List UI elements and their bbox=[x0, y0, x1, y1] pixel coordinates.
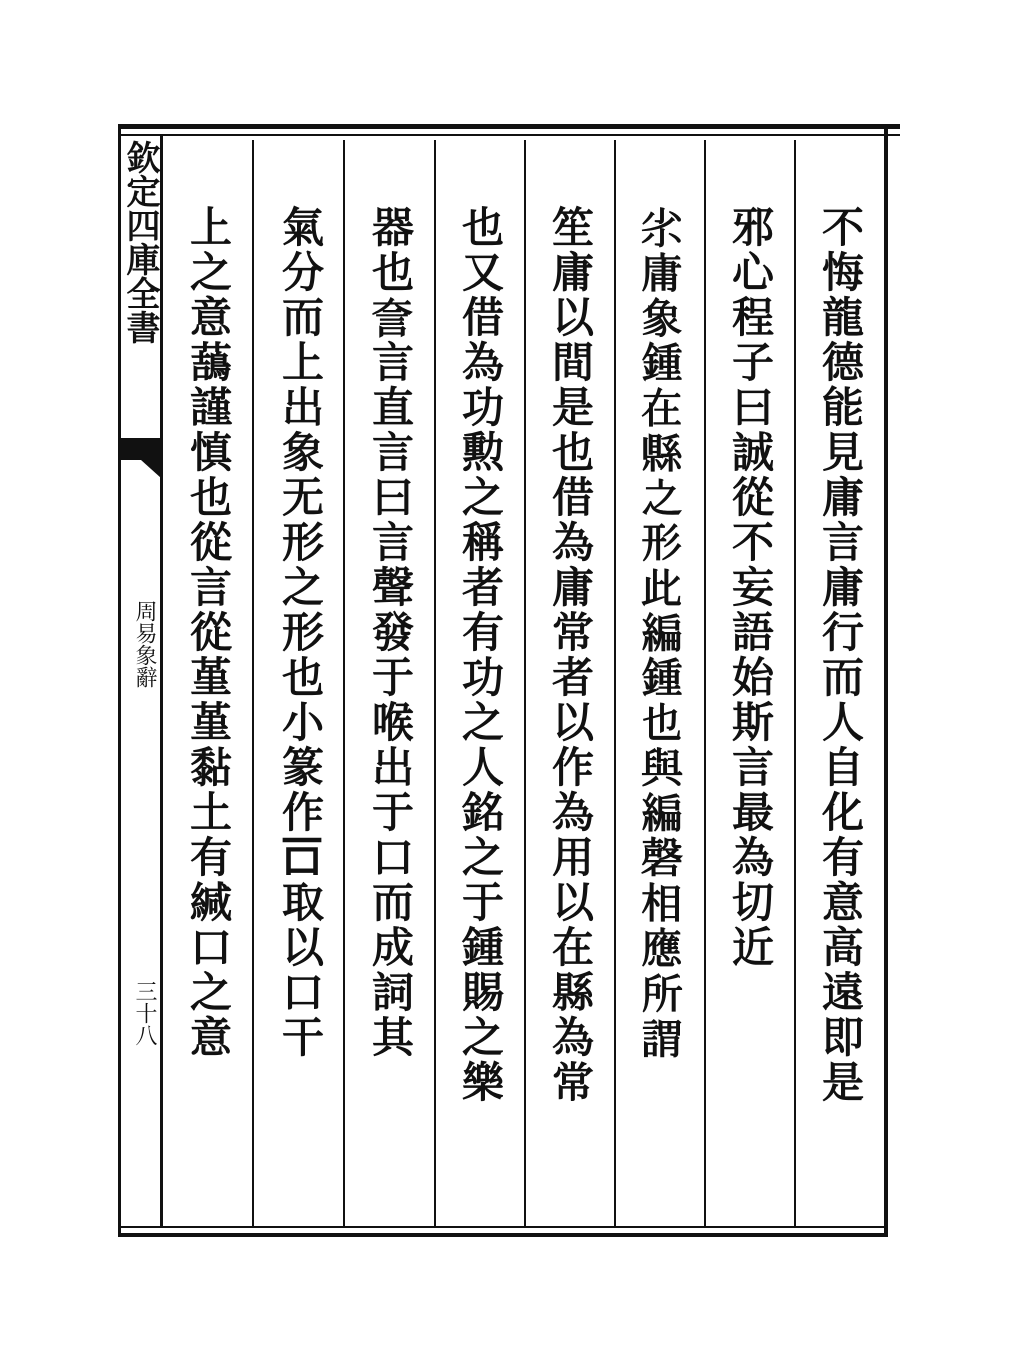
column-divider bbox=[434, 140, 436, 1226]
column-divider bbox=[524, 140, 526, 1226]
column-divider bbox=[614, 140, 616, 1226]
text-column-3 bbox=[630, 205, 690, 1225]
section-title-text: 周易象辭 bbox=[132, 600, 157, 688]
section-title bbox=[128, 600, 156, 688]
fishtail-mark-shape bbox=[121, 438, 161, 478]
column-text: 器也𧥢言直言曰言聲發于喉出于口而成詞其 bbox=[366, 205, 415, 1060]
top-border-thick bbox=[118, 124, 900, 129]
text-column-8 bbox=[178, 205, 238, 1225]
book-title-text: 欽定四庫全書 bbox=[120, 140, 160, 344]
text-column-7 bbox=[270, 205, 330, 1225]
right-border bbox=[884, 124, 888, 1236]
column-text: 𡭝庸象鍾在縣之形此編鍾也與編磬相應所謂 bbox=[636, 205, 685, 1060]
column-text: 上之意䕵謹慎也從言從堇堇黏土有緘口之意 bbox=[184, 205, 233, 1060]
column-divider bbox=[704, 140, 706, 1226]
page-number-text: 三十八 bbox=[132, 980, 157, 1046]
margin-divider bbox=[160, 134, 163, 1228]
column-divider bbox=[343, 140, 345, 1226]
book-title bbox=[120, 140, 160, 344]
column-text: 邪心程子曰誠從不妄語始斯言最為切近 bbox=[726, 205, 775, 970]
column-text: 笙庸以間是也借為庸常者以作為用以在縣為常 bbox=[546, 205, 595, 1105]
column-divider bbox=[252, 140, 254, 1226]
column-text: 也又借為功勲之稱者有功之人銘之于鍾賜之樂 bbox=[456, 205, 505, 1105]
text-column-6 bbox=[360, 205, 420, 1225]
top-border-thin bbox=[118, 134, 900, 136]
text-column-2 bbox=[720, 205, 780, 1225]
column-text: 氣分而上出象无形之形也小篆作𠮛取以口干 bbox=[276, 205, 325, 1060]
text-column-1 bbox=[810, 205, 870, 1225]
text-column-5 bbox=[450, 205, 510, 1225]
text-column-4 bbox=[540, 205, 600, 1225]
fishtail-mark bbox=[121, 438, 161, 478]
bottom-border-thin bbox=[118, 1226, 888, 1228]
column-divider bbox=[794, 140, 796, 1226]
bottom-border-thick bbox=[118, 1233, 888, 1237]
page-number bbox=[128, 980, 156, 1046]
column-text: 不悔龍德能見庸言庸行而人自化有意高遠即是 bbox=[816, 205, 865, 1105]
